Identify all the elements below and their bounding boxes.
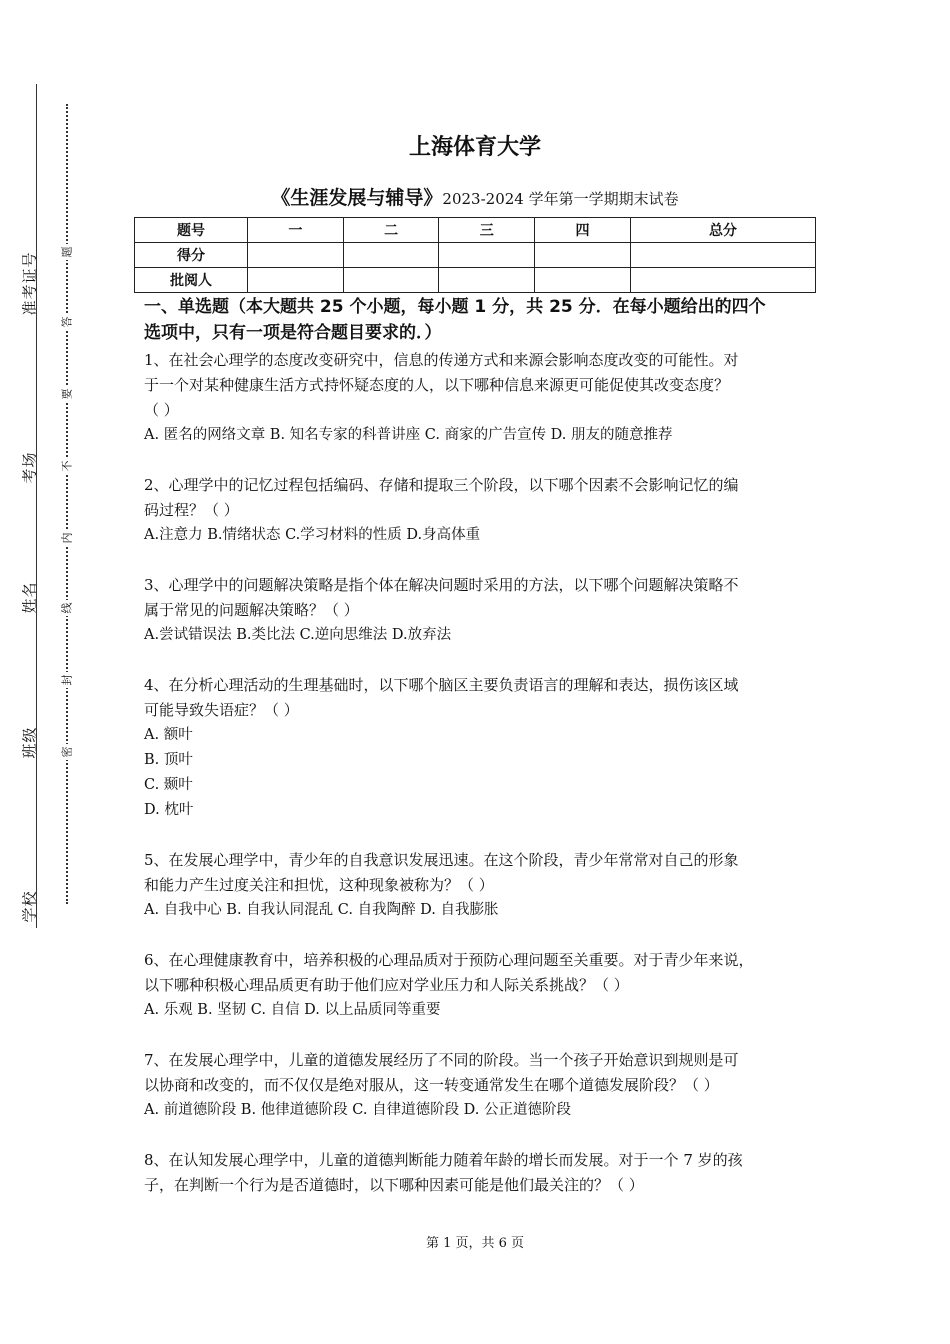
table-header-cell: 三: [439, 218, 535, 243]
reviewer-cell: [439, 268, 535, 293]
exam-title: [0, 183, 950, 210]
term-info: 2023-2024 学年第一学期期末试卷: [442, 190, 679, 208]
course-title: 《生涯发展与辅导》: [271, 187, 443, 209]
table-header-cell: 四: [535, 218, 631, 243]
seal-char: 密: [58, 744, 74, 760]
seal-char: 要: [58, 386, 74, 402]
score-table: [134, 217, 816, 293]
question-4: 4、在分析心理活动的生理基础时，以下哪个脑区主要负责语言的理解和表达，损伤该区域 可能导致失语症？（ ） A. 额叶 B. 顶叶 C. 颞叶 D. 枕叶: [144, 673, 812, 823]
question-8: 8、在认知发展心理学中，儿童的道德判断能力随着年龄的增长而发展。对于一个 7 岁的孩 子，在判断一个行为是否道德时，以下哪种因素可能是他们最关注的？（ ）: [144, 1151, 743, 1194]
university-name: 上海体育大学: [408, 135, 541, 160]
option-c: C. 颞叶: [144, 777, 193, 793]
reviewer-cell: [630, 268, 815, 293]
margin-line: [36, 84, 37, 928]
question-options: A. 自我中心 B. 自我认同混乱 C. 自我陶醉 D. 自我膨胀: [144, 902, 499, 918]
score-cell: [343, 243, 439, 268]
seal-char: 答: [58, 314, 74, 330]
class-field: 班级: [20, 725, 39, 759]
table-header-cell: 一: [248, 218, 344, 243]
row-label: 得分: [135, 243, 248, 268]
seal-char: 题: [58, 244, 74, 260]
question-options: A.注意力 B.情绪状态 C.学习材料的性质 D.身高体重: [144, 527, 481, 543]
seal-char: 不: [58, 458, 74, 474]
table-header-cell: 总分: [630, 218, 815, 243]
score-cell: [535, 243, 631, 268]
seal-char: 封: [58, 672, 74, 688]
school-field: 学校: [20, 889, 39, 923]
question-7: 7、在发展心理学中，儿童的道德发展经历了不同的阶段。当一个孩子开始意识到规则是可 以协商和改变的，而不仅仅是绝对服从，这一转变通常发生在哪个道德发展阶段？（ ） A. 前道德阶段 B. 他律道德阶段 C. 自律道德阶段 D. 公正道德阶段: [144, 1048, 812, 1123]
question-3: 3、心理学中的问题解决策略是指个体在解决问题时采用的方法，以下哪个问题解决策略不 属于常见的问题解决策略？（ ） A.尝试错误法 B.类比法 C.逆向思维法 D.放弃法: [144, 573, 812, 648]
row-label: 批阅人: [135, 268, 248, 293]
score-row: [135, 243, 816, 268]
section-heading: 一、单选题（本大题共 25 个小题，每小题 1 分，共 25 分．在每小题给出的四个 选项中，只有一项是符合题目要求的．）: [144, 297, 766, 343]
score-table-header-row: [135, 218, 816, 243]
question-6: 6、在心理健康教育中，培养积极的心理品质对于预防心理问题至关重要。对于青少年来说， 以下哪种积极心理品质更有助于他们应对学业压力和人际关系挑战？（ ） A. 乐观 B. 坚韧 C. 自信 D. 以上品质同等重要: [144, 948, 812, 1023]
question-options: A. 乐观 B. 坚韧 C. 自信 D. 以上品质同等重要: [144, 1002, 441, 1018]
option-b: B. 顶叶: [144, 752, 193, 768]
seal-dotted-line: [66, 104, 68, 904]
table-header-cell: 题号: [135, 218, 248, 243]
seal-char: 内: [58, 530, 74, 546]
score-cell: [248, 243, 344, 268]
reviewer-cell: [535, 268, 631, 293]
score-cell: [630, 243, 815, 268]
question-options: A. 匿名的网络文章 B. 知名专家的科普讲座 C. 商家的广告宣传 D. 朋友的随意推荐: [144, 427, 673, 443]
score-cell: [439, 243, 535, 268]
question-options: A.尝试错误法 B.类比法 C.逆向思维法 D.放弃法: [144, 627, 452, 643]
reviewer-cell: [248, 268, 344, 293]
option-d: D. 枕叶: [144, 802, 194, 818]
option-a: A. 额叶: [144, 727, 193, 743]
seal-char: 线: [58, 600, 74, 616]
exam-content: [144, 294, 812, 1223]
question-5: 5、在发展心理学中，青少年的自我意识发展迅速。在这个阶段，青少年常常对自己的形象 和能力产生过度关注和担忧，这种现象被称为？（ ） A. 自我中心 B. 自我认同混乱 C. 自我陶醉 D. 自我膨胀: [144, 848, 812, 923]
exam-id-field: 准考证号: [20, 250, 39, 316]
page-footer: 第 1 页，共 6 页: [425, 1236, 525, 1251]
question-options: A. 前道德阶段 B. 他律道德阶段 C. 自律道德阶段 D. 公正道德阶段: [144, 1102, 572, 1118]
question-2: 2、心理学中的记忆过程包括编码、存储和提取三个阶段，以下哪个因素不会影响记忆的编 码过程？（ ） A.注意力 B.情绪状态 C.学习材料的性质 D.身高体重: [144, 473, 812, 548]
reviewer-row: [135, 268, 816, 293]
name-field: 姓名: [20, 580, 39, 614]
question-1: 1、在社会心理学的态度改变研究中，信息的传递方式和来源会影响态度改变的可能性。对 于一个对某种健康生活方式持怀疑态度的人，以下哪种信息来源更可能促使其改变态度？ （ ） A. 匿名的网络文章 B. 知名专家的科普讲座 C. 商家的广告宣传 D. 朋友的随意推荐: [144, 348, 812, 448]
reviewer-cell: [343, 268, 439, 293]
table-header-cell: 二: [343, 218, 439, 243]
exam-room-field: 考场: [20, 450, 39, 484]
